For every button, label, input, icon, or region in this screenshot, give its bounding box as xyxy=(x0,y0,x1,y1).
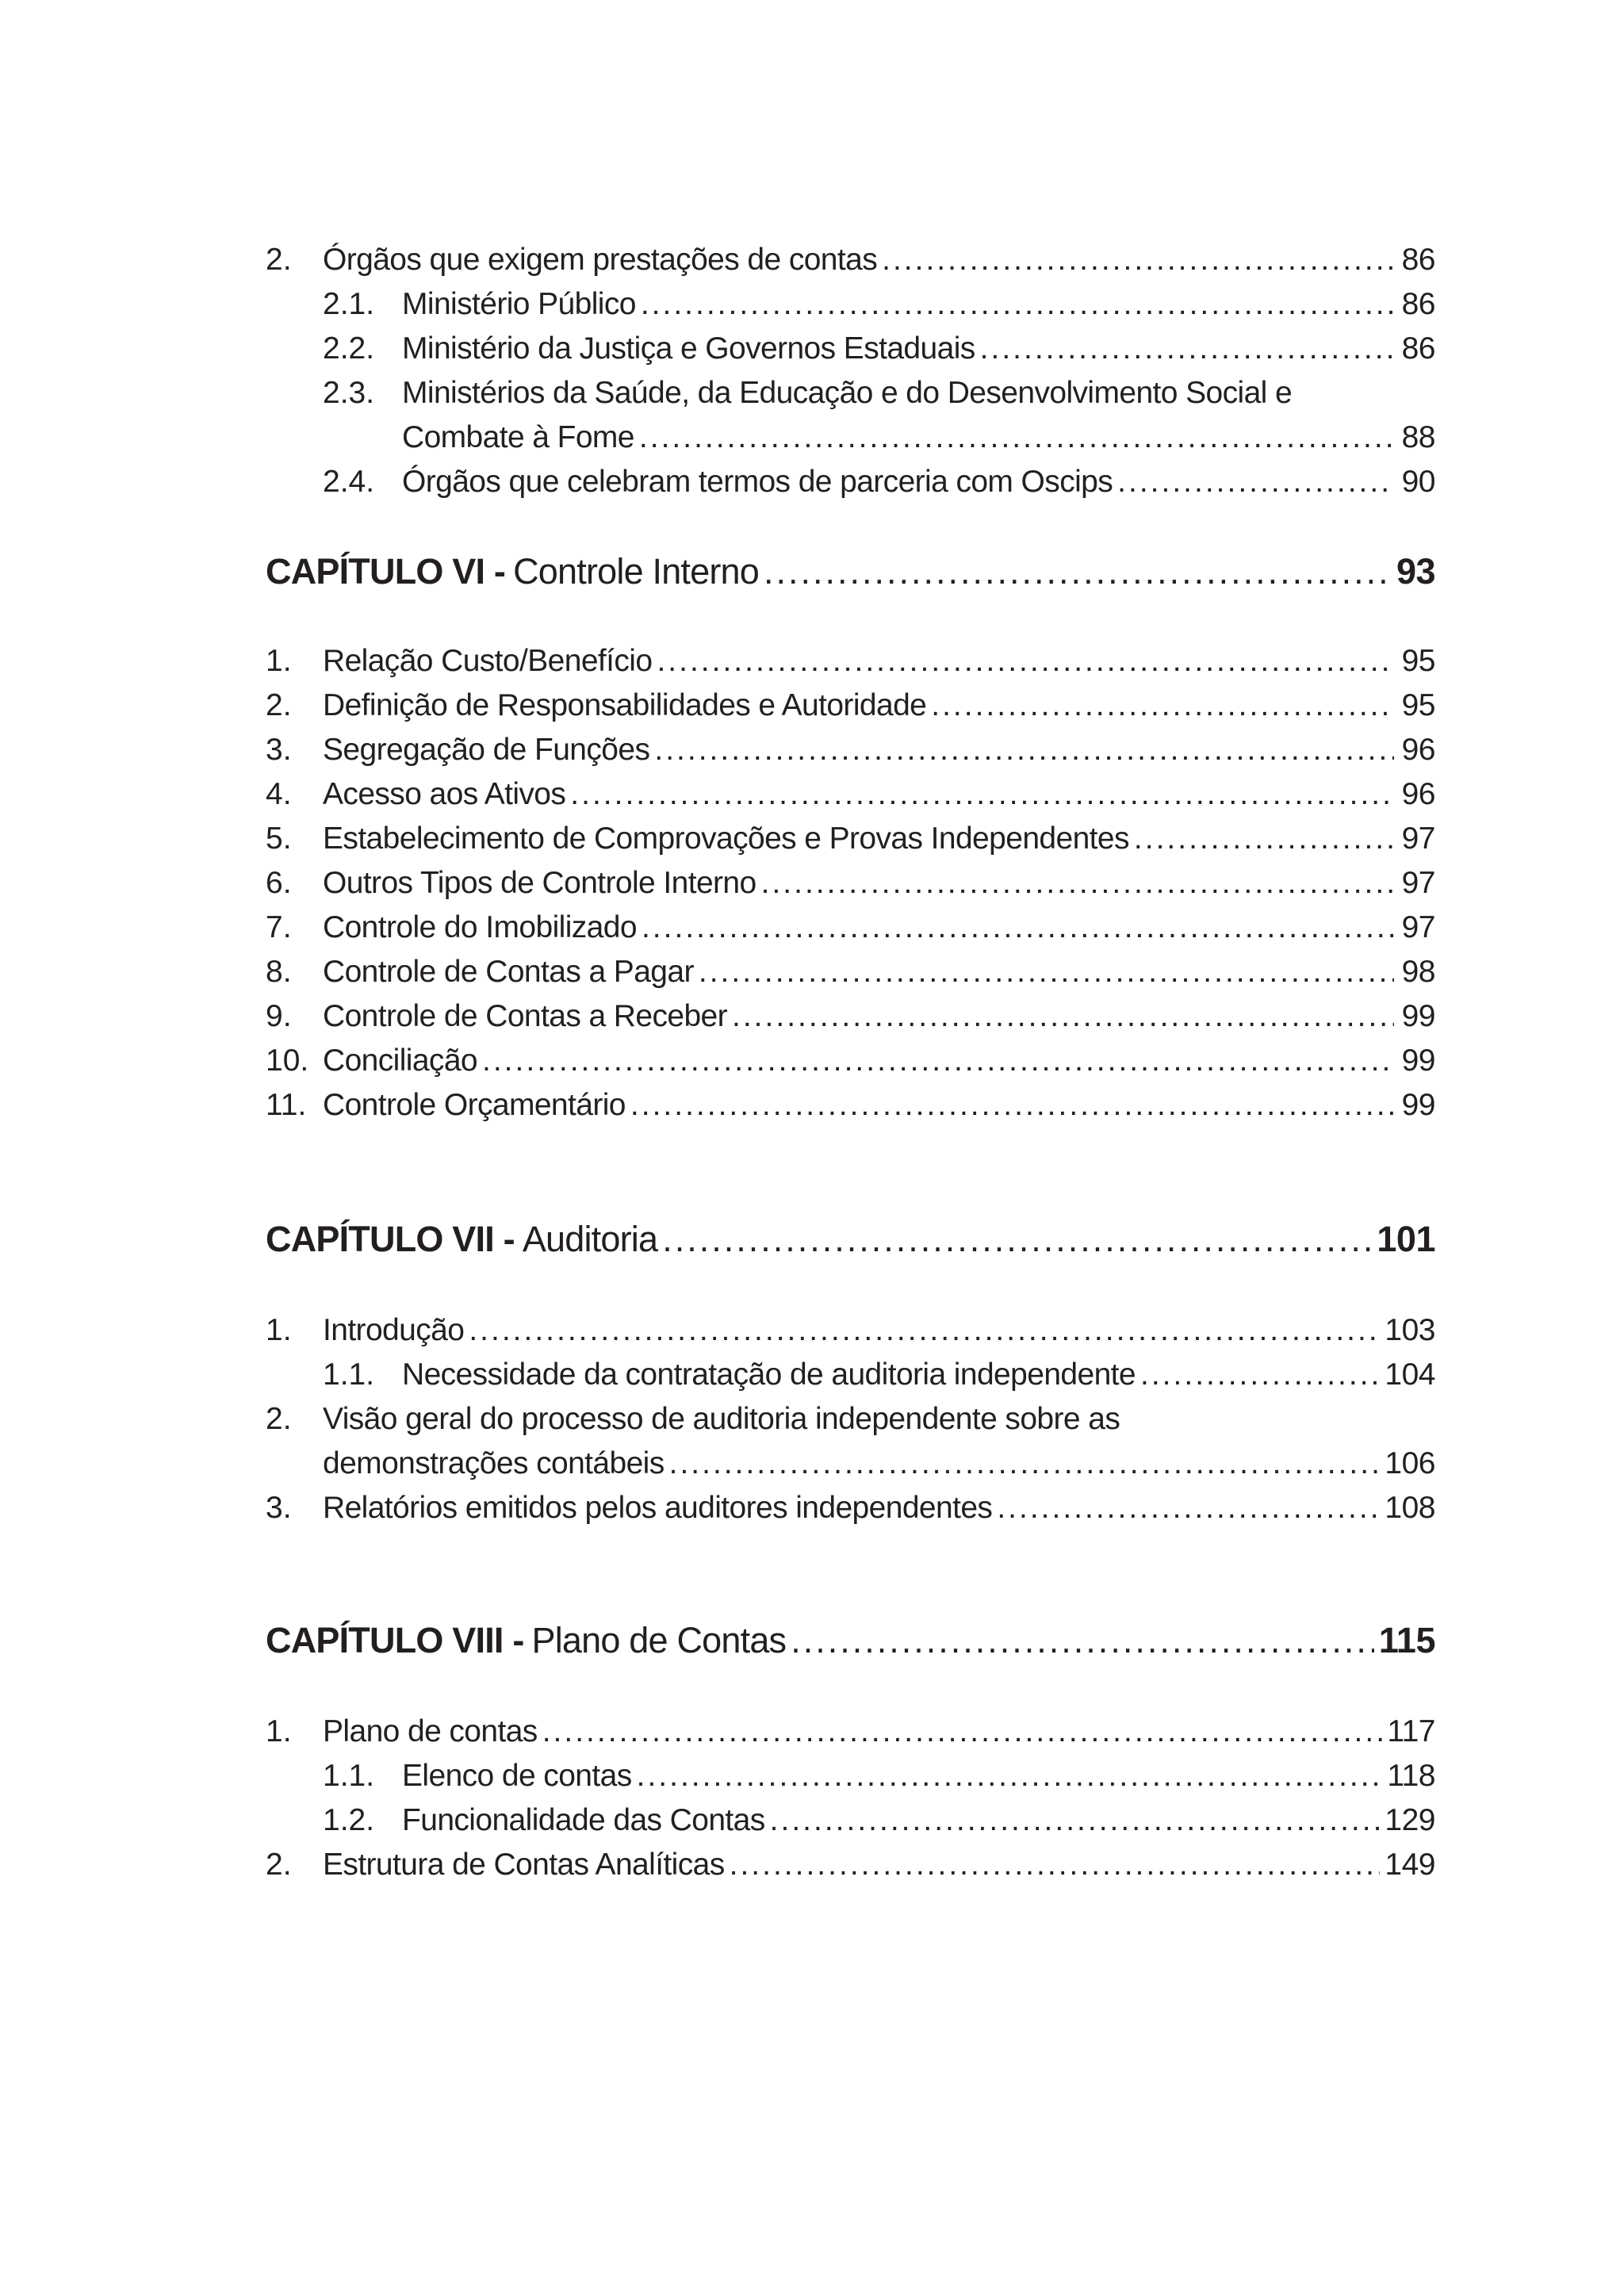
chapter-label: CAPÍTULO VI - xyxy=(266,551,506,592)
entry-title: Controle do Imobilizado xyxy=(323,910,637,944)
entry-title-continuation: Combate à Fome xyxy=(402,420,634,454)
entry-number: 1.1. xyxy=(323,1358,375,1392)
chapter-label: CAPÍTULO VIII - xyxy=(266,1620,524,1660)
entry-number: 5. xyxy=(266,821,292,856)
entry-number: 10. xyxy=(266,1044,309,1078)
chapter-heading[interactable] xyxy=(266,546,1435,598)
entry-page: 99 xyxy=(1401,999,1435,1033)
toc-subentry[interactable] xyxy=(266,1353,1435,1397)
entry-page: 88 xyxy=(1401,420,1435,454)
entry-page: 86 xyxy=(1401,287,1435,321)
entry-page: 99 xyxy=(1401,1044,1435,1078)
dot-leader xyxy=(770,1798,1381,1843)
dot-leader xyxy=(469,1308,1380,1353)
toc-subentry[interactable] xyxy=(266,460,1435,504)
toc-subentry[interactable] xyxy=(266,282,1435,327)
entry-number: 8. xyxy=(266,955,292,989)
entry-page: 117 xyxy=(1387,1714,1435,1748)
toc-entry[interactable] xyxy=(266,861,1435,906)
dot-leader xyxy=(764,546,1386,598)
entry-number: 2.4. xyxy=(323,465,375,499)
toc-entry-continuation[interactable] xyxy=(266,1442,1435,1486)
dot-leader xyxy=(542,1710,1383,1754)
entry-number: 6. xyxy=(266,866,292,900)
dot-leader xyxy=(730,1843,1381,1887)
chapter-page: 101 xyxy=(1377,1219,1435,1259)
entry-title: Estabelecimento de Comprovações e Provas Independentes xyxy=(323,821,1129,856)
dot-leader xyxy=(630,1083,1394,1128)
entry-title-continuation: demonstrações contábeis xyxy=(323,1446,665,1480)
dot-leader xyxy=(570,772,1394,817)
entry-page: 99 xyxy=(1401,1088,1435,1122)
toc-entry[interactable] xyxy=(266,906,1435,950)
toc-entry[interactable] xyxy=(266,994,1435,1039)
entry-title: Segregação de Funções xyxy=(323,733,650,767)
entry-number: 2. xyxy=(266,688,292,722)
chapter-label: CAPÍTULO VII - xyxy=(266,1219,515,1259)
dot-leader xyxy=(1117,460,1394,504)
toc-entry[interactable] xyxy=(266,1083,1435,1128)
entry-title: Acesso aos Ativos xyxy=(323,777,566,811)
dot-leader xyxy=(791,1614,1374,1667)
entry-number: 2. xyxy=(266,243,292,277)
entry-title: Relação Custo/Benefício xyxy=(323,644,653,678)
entry-title: Definição de Responsabilidades e Autoridade xyxy=(323,688,927,722)
toc-entry[interactable] xyxy=(266,950,1435,994)
entry-page: 95 xyxy=(1401,688,1435,722)
dot-leader xyxy=(641,282,1394,327)
entry-page: 86 xyxy=(1401,331,1435,366)
dot-leader xyxy=(1140,1353,1380,1397)
entry-page: 96 xyxy=(1401,777,1435,811)
entry-title: Órgãos que exigem prestações de contas xyxy=(323,243,878,277)
entry-number: 9. xyxy=(266,999,292,1033)
entry-title: Visão geral do processo de auditoria independente sobre as xyxy=(323,1402,1120,1436)
entry-title: Ministério da Justiça e Governos Estaduais xyxy=(402,331,975,366)
entry-title: Necessidade da contratação de auditoria independente xyxy=(402,1358,1136,1392)
toc-entry[interactable] xyxy=(266,639,1435,684)
entry-number: 1. xyxy=(266,1313,292,1347)
entry-number: 1.2. xyxy=(323,1803,375,1837)
dot-leader xyxy=(669,1442,1381,1486)
toc-subentry[interactable] xyxy=(266,1798,1435,1843)
chapter-title: Plano de Contas xyxy=(531,1620,787,1660)
dot-leader xyxy=(761,861,1394,906)
toc-entry[interactable] xyxy=(266,1486,1435,1530)
toc-entry[interactable] xyxy=(266,1397,1435,1442)
entry-title: Conciliação xyxy=(323,1044,478,1078)
entry-number: 11. xyxy=(266,1088,307,1122)
entry-number: 1. xyxy=(266,644,292,678)
toc-entry[interactable] xyxy=(266,1843,1435,1887)
entry-title: Outros Tipos de Controle Interno xyxy=(323,866,756,900)
chapter-heading[interactable] xyxy=(266,1614,1435,1667)
entry-number: 3. xyxy=(266,733,292,767)
toc-entry[interactable] xyxy=(266,728,1435,772)
dot-leader xyxy=(1134,817,1394,861)
entry-title: Órgãos que celebram termos de parceria com Oscips xyxy=(402,465,1113,499)
entry-title: Controle de Contas a Receber xyxy=(323,999,728,1033)
chapter-page: 115 xyxy=(1378,1620,1435,1660)
toc-entry[interactable] xyxy=(266,684,1435,728)
entry-title: Ministérios da Saúde, da Educação e do Desenvolvimento Social e xyxy=(402,376,1293,410)
toc-subentry[interactable] xyxy=(266,327,1435,371)
toc-entry[interactable] xyxy=(266,1308,1435,1353)
dot-leader xyxy=(654,728,1394,772)
dot-leader xyxy=(637,1754,1383,1798)
entry-page: 97 xyxy=(1401,910,1435,944)
toc-entry[interactable] xyxy=(266,817,1435,861)
entry-title: Relatórios emitidos pelos auditores independentes xyxy=(323,1491,993,1525)
chapter-title: Auditoria xyxy=(522,1219,658,1259)
entry-title: Ministério Público xyxy=(402,287,636,321)
dot-leader xyxy=(482,1039,1394,1083)
chapter-title: Controle Interno xyxy=(513,551,759,592)
entry-number: 2.2. xyxy=(323,331,375,366)
entry-page: 104 xyxy=(1385,1358,1435,1392)
entry-number: 2. xyxy=(266,1848,292,1882)
entry-page: 129 xyxy=(1385,1803,1435,1837)
entry-title: Controle Orçamentário xyxy=(323,1088,626,1122)
entry-title: Introdução xyxy=(323,1313,465,1347)
entry-title: Funcionalidade das Contas xyxy=(402,1803,765,1837)
entry-title: Estrutura de Contas Analíticas xyxy=(323,1848,725,1882)
entry-number: 2.1. xyxy=(323,287,375,321)
entry-number: 4. xyxy=(266,777,292,811)
dot-leader xyxy=(931,684,1394,728)
dot-leader xyxy=(699,950,1394,994)
entry-page: 98 xyxy=(1401,955,1435,989)
dot-leader xyxy=(980,327,1394,371)
entry-page: 106 xyxy=(1385,1446,1435,1480)
dot-leader xyxy=(642,906,1394,950)
entry-number: 7. xyxy=(266,910,292,944)
chapter-page: 93 xyxy=(1396,551,1435,592)
entry-page: 86 xyxy=(1401,243,1435,277)
dot-leader xyxy=(639,416,1394,460)
entry-number: 3. xyxy=(266,1491,292,1525)
dot-leader xyxy=(882,238,1394,282)
entry-page: 97 xyxy=(1401,866,1435,900)
toc-subentry-continuation[interactable] xyxy=(266,416,1435,460)
entry-page: 95 xyxy=(1401,644,1435,678)
toc-entry[interactable] xyxy=(266,772,1435,817)
toc-entry[interactable] xyxy=(266,238,1435,282)
dot-leader xyxy=(732,994,1394,1039)
entry-number: 1.1. xyxy=(323,1759,375,1793)
toc-subentry[interactable] xyxy=(266,371,1435,416)
toc-entry[interactable] xyxy=(266,1710,1435,1754)
entry-title: Plano de contas xyxy=(323,1714,538,1748)
dot-leader xyxy=(657,639,1394,684)
entry-number: 2. xyxy=(266,1402,292,1436)
entry-page: 108 xyxy=(1385,1491,1435,1525)
entry-title: Elenco de contas xyxy=(402,1759,632,1793)
entry-page: 96 xyxy=(1401,733,1435,767)
entry-number: 2.3. xyxy=(323,376,375,410)
entry-page: 118 xyxy=(1387,1759,1435,1793)
toc-entry[interactable] xyxy=(266,1039,1435,1083)
entry-number: 1. xyxy=(266,1714,292,1748)
entry-page: 97 xyxy=(1401,821,1435,856)
chapter-heading[interactable] xyxy=(266,1213,1435,1266)
entry-page: 103 xyxy=(1385,1313,1435,1347)
dot-leader xyxy=(997,1486,1380,1530)
entry-title: Controle de Contas a Pagar xyxy=(323,955,694,989)
entry-page: 90 xyxy=(1401,465,1435,499)
entry-page: 149 xyxy=(1385,1848,1435,1882)
dot-leader xyxy=(662,1213,1372,1266)
toc-subentry[interactable] xyxy=(266,1754,1435,1798)
